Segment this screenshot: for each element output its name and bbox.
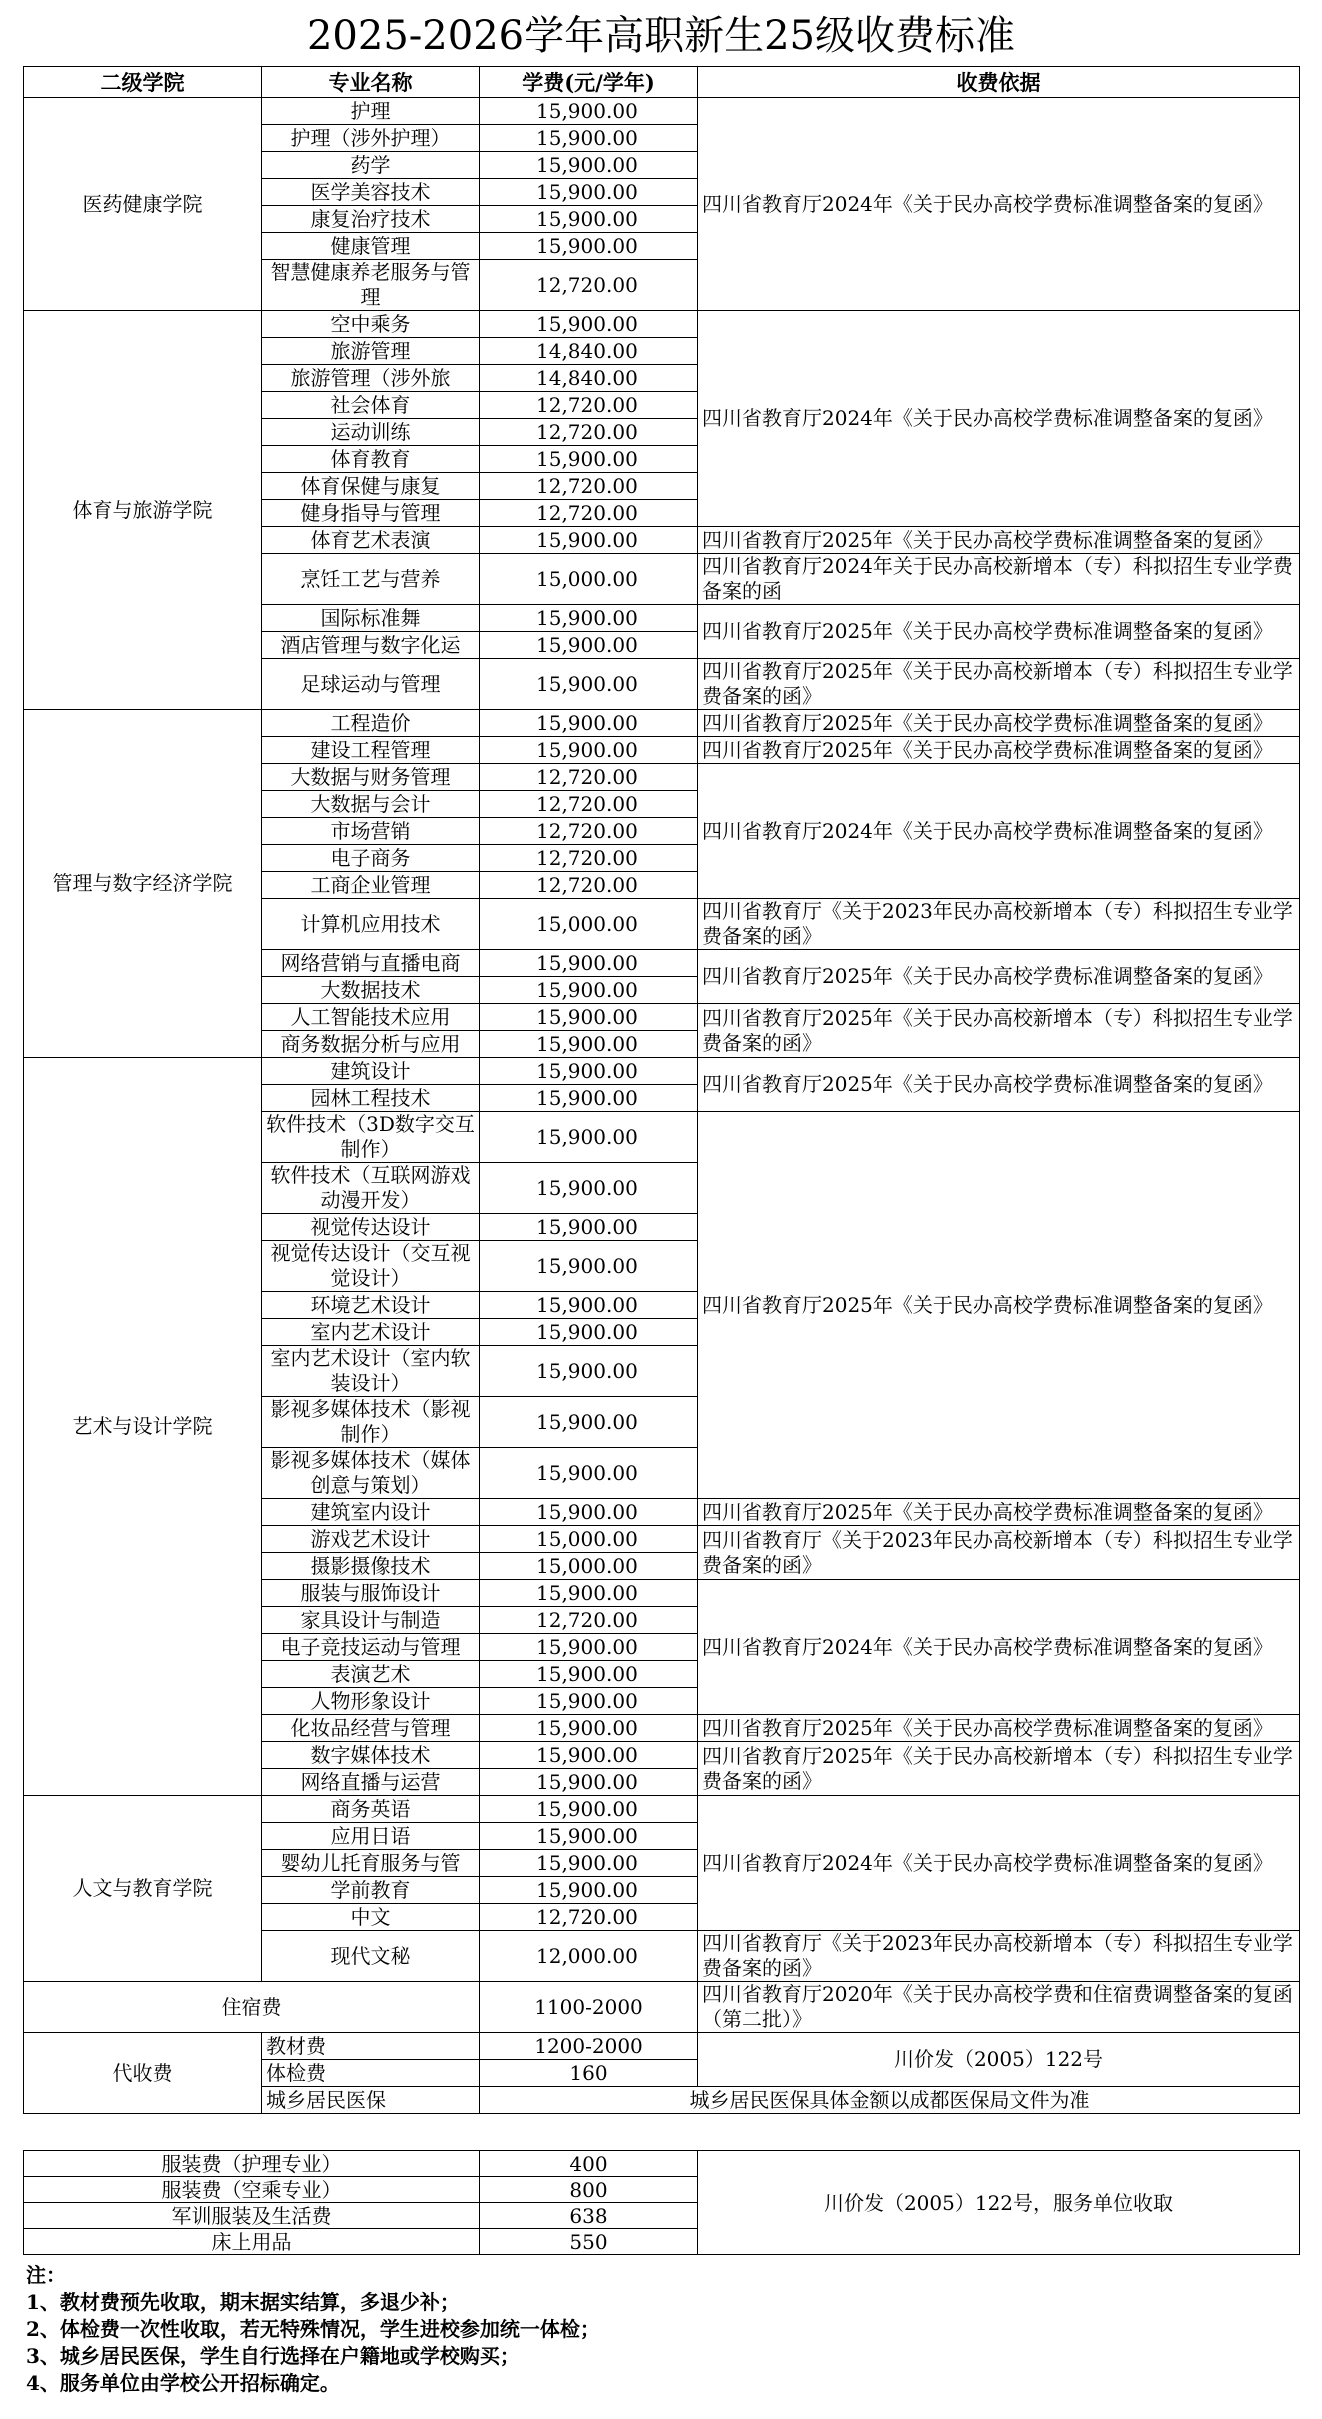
extra-fee-amount: 400 [480, 2151, 698, 2177]
table-row [24, 311, 1300, 338]
major-name: 电子竞技运动与管理 [262, 1634, 480, 1661]
tuition-fee: 12,720.00 [480, 764, 698, 791]
major-name: 建筑设计 [262, 1058, 480, 1085]
major-name: 影视多媒体技术（媒体创意与策划） [262, 1448, 480, 1499]
tuition-fee: 15,900.00 [480, 1346, 698, 1397]
major-name: 视觉传达设计（交互视觉设计） [262, 1241, 480, 1292]
header-major: 专业名称 [262, 67, 480, 98]
extra-fee-amount: 550 [480, 2229, 698, 2255]
tuition-fee: 15,000.00 [480, 1526, 698, 1553]
tuition-fee: 15,000.00 [480, 1553, 698, 1580]
fee-basis: 四川省教育厅2025年《关于民办高校学费标准调整备案的复函》 [698, 1058, 1300, 1112]
extra-fee-name: 服装费（空乘专业） [24, 2177, 480, 2203]
extra-fee-name: 服装费（护理专业） [24, 2151, 480, 2177]
major-name: 足球运动与管理 [262, 659, 480, 710]
tuition-fee: 12,720.00 [480, 260, 698, 311]
tuition-fee: 15,900.00 [480, 1319, 698, 1346]
tuition-fee: 12,000.00 [480, 1931, 698, 1982]
major-name: 健康管理 [262, 233, 480, 260]
table-row [24, 1058, 1300, 1085]
major-name: 医学美容技术 [262, 179, 480, 206]
lodging-row [24, 1982, 1300, 2033]
header-fee: 学费(元/学年) [480, 67, 698, 98]
major-name: 摄影摄像技术 [262, 1553, 480, 1580]
major-name: 康复治疗技术 [262, 206, 480, 233]
major-name: 商务英语 [262, 1796, 480, 1823]
major-name: 人工智能技术应用 [262, 1004, 480, 1031]
extra-fee-row [24, 2151, 1300, 2177]
tuition-fee: 15,900.00 [480, 152, 698, 179]
extra-fee-basis: 川价发（2005）122号，服务单位收取 [698, 2151, 1300, 2255]
agency-item-fee: 1200-2000 [480, 2033, 698, 2060]
major-name: 护理 [262, 98, 480, 125]
note-item: 2、体检费一次性收取，若无特殊情况，学生进校参加统一体检； [26, 2317, 600, 2341]
major-name: 烹饪工艺与营养 [262, 554, 480, 605]
major-name: 健身指导与管理 [262, 500, 480, 527]
major-name: 大数据与财务管理 [262, 764, 480, 791]
tuition-fee: 15,900.00 [480, 737, 698, 764]
major-name: 环境艺术设计 [262, 1292, 480, 1319]
major-name: 工商企业管理 [262, 872, 480, 899]
fee-basis: 四川省教育厅2025年《关于民办高校学费标准调整备案的复函》 [698, 950, 1300, 1004]
tuition-fee: 12,720.00 [480, 845, 698, 872]
tuition-fee: 15,900.00 [480, 950, 698, 977]
major-name: 中文 [262, 1904, 480, 1931]
fee-basis: 四川省教育厅2025年《关于民办高校学费标准调整备案的复函》 [698, 737, 1300, 764]
major-name: 运动训练 [262, 419, 480, 446]
tuition-fee: 15,900.00 [480, 1796, 698, 1823]
extra-fee-table [23, 2150, 1300, 2255]
extra-fee-name: 床上用品 [24, 2229, 480, 2255]
major-name: 工程造价 [262, 710, 480, 737]
tuition-fee: 12,720.00 [480, 392, 698, 419]
fee-basis: 四川省教育厅2024年关于民办高校新增本（专）科拟招生专业学费备案的函 [698, 554, 1300, 605]
tuition-fee: 15,000.00 [480, 899, 698, 950]
fee-basis: 四川省教育厅2024年《关于民办高校学费标准调整备案的复函》 [698, 311, 1300, 527]
tuition-fee: 15,900.00 [480, 1292, 698, 1319]
tuition-fee: 15,900.00 [480, 710, 698, 737]
note-item: 4、服务单位由学校公开招标确定。 [26, 2371, 340, 2395]
tuition-fee: 15,900.00 [480, 446, 698, 473]
tuition-fee: 12,720.00 [480, 1904, 698, 1931]
major-name: 家具设计与制造 [262, 1607, 480, 1634]
fee-basis: 四川省教育厅2024年《关于民办高校学费标准调整备案的复函》 [698, 98, 1300, 311]
tuition-fee: 15,900.00 [480, 206, 698, 233]
college-name: 人文与教育学院 [24, 1796, 262, 1982]
tuition-fee: 14,840.00 [480, 338, 698, 365]
college-name: 体育与旅游学院 [24, 311, 262, 710]
tuition-fee: 15,000.00 [480, 554, 698, 605]
lodging-basis: 四川省教育厅2020年《关于民办高校学费和住宿费调整备案的复函（第二批）》 [698, 1982, 1300, 2033]
extra-fee-amount: 800 [480, 2177, 698, 2203]
tuition-fee: 12,720.00 [480, 818, 698, 845]
major-name: 体育保健与康复 [262, 473, 480, 500]
extra-fee-amount: 638 [480, 2203, 698, 2229]
major-name: 化妆品经营与管理 [262, 1715, 480, 1742]
tuition-fee: 15,900.00 [480, 527, 698, 554]
major-name: 商务数据分析与应用 [262, 1031, 480, 1058]
tuition-fee: 15,900.00 [480, 1877, 698, 1904]
major-name: 国际标准舞 [262, 605, 480, 632]
tuition-fee: 15,900.00 [480, 1397, 698, 1448]
fee-basis: 四川省教育厅《关于2023年民办高校新增本（专）科拟招生专业学费备案的函》 [698, 1931, 1300, 1982]
tuition-fee: 15,900.00 [480, 1769, 698, 1796]
fee-table [23, 66, 1300, 2114]
tuition-fee: 15,900.00 [480, 1448, 698, 1499]
fee-basis: 四川省教育厅2025年《关于民办高校新增本（专）科拟招生专业学费备案的函》 [698, 659, 1300, 710]
major-name: 计算机应用技术 [262, 899, 480, 950]
major-name: 体育艺术表演 [262, 527, 480, 554]
fee-basis: 四川省教育厅2025年《关于民办高校新增本（专）科拟招生专业学费备案的函》 [698, 1004, 1300, 1058]
tuition-fee: 15,900.00 [480, 1742, 698, 1769]
fee-basis: 四川省教育厅2024年《关于民办高校学费标准调整备案的复函》 [698, 1580, 1300, 1715]
major-name: 旅游管理 [262, 338, 480, 365]
major-name: 空中乘务 [262, 311, 480, 338]
table-row [24, 1796, 1300, 1823]
note-item: 3、城乡居民医保，学生自行选择在户籍地或学校购买； [26, 2344, 520, 2368]
tuition-fee: 14,840.00 [480, 365, 698, 392]
major-name: 体育教育 [262, 446, 480, 473]
notes-section [26, 2262, 600, 2397]
agency-row [24, 2033, 1300, 2060]
tuition-fee: 15,900.00 [480, 1580, 698, 1607]
fee-basis: 四川省教育厅《关于2023年民办高校新增本（专）科拟招生专业学费备案的函》 [698, 899, 1300, 950]
major-name: 现代文秘 [262, 1931, 480, 1982]
major-name: 酒店管理与数字化运 [262, 632, 480, 659]
extra-fee-name: 军训服装及生活费 [24, 2203, 480, 2229]
major-name: 社会体育 [262, 392, 480, 419]
notes-heading: 注： [26, 2263, 66, 2287]
agency-basis: 川价发（2005）122号 [698, 2033, 1300, 2087]
fee-basis: 四川省教育厅2025年《关于民办高校学费标准调整备案的复函》 [698, 1112, 1300, 1499]
tuition-fee: 15,900.00 [480, 1058, 698, 1085]
table-header-row [24, 67, 1300, 98]
fee-basis: 四川省教育厅2025年《关于民办高校新增本（专）科拟招生专业学费备案的函》 [698, 1742, 1300, 1796]
college-name: 管理与数字经济学院 [24, 710, 262, 1058]
tuition-fee: 12,720.00 [480, 500, 698, 527]
major-name: 药学 [262, 152, 480, 179]
insurance-note: 城乡居民医保具体金额以成都医保局文件为准 [480, 2087, 1300, 2114]
tuition-fee: 12,720.00 [480, 791, 698, 818]
fee-basis: 四川省教育厅2025年《关于民办高校学费标准调整备案的复函》 [698, 710, 1300, 737]
tuition-fee: 15,900.00 [480, 98, 698, 125]
tuition-fee: 15,900.00 [480, 1499, 698, 1526]
major-name: 园林工程技术 [262, 1085, 480, 1112]
tuition-fee: 15,900.00 [480, 977, 698, 1004]
tuition-fee: 15,900.00 [480, 632, 698, 659]
agency-item-name: 教材费 [262, 2033, 480, 2060]
page-title: 2025-2026学年高职新生25级收费标准 [306, 13, 1015, 59]
fee-basis: 四川省教育厅2025年《关于民办高校学费标准调整备案的复函》 [698, 1715, 1300, 1742]
fee-basis: 四川省教育厅2025年《关于民办高校学费标准调整备案的复函》 [698, 605, 1300, 659]
table-row [24, 710, 1300, 737]
tuition-fee: 15,900.00 [480, 233, 698, 260]
tuition-fee: 15,900.00 [480, 1823, 698, 1850]
tuition-fee: 12,720.00 [480, 1607, 698, 1634]
tuition-fee: 15,900.00 [480, 1163, 698, 1214]
table-row [24, 98, 1300, 125]
lodging-fee: 1100-2000 [480, 1982, 698, 2033]
tuition-fee: 15,900.00 [480, 1241, 698, 1292]
major-name: 护理（涉外护理） [262, 125, 480, 152]
tuition-fee: 15,900.00 [480, 1661, 698, 1688]
agency-label: 代收费 [24, 2033, 262, 2114]
major-name: 表演艺术 [262, 1661, 480, 1688]
major-name: 大数据技术 [262, 977, 480, 1004]
major-name: 数字媒体技术 [262, 1742, 480, 1769]
major-name: 影视多媒体技术（影视制作） [262, 1397, 480, 1448]
major-name: 旅游管理（涉外旅 [262, 365, 480, 392]
major-name: 软件技术（互联网游戏动漫开发） [262, 1163, 480, 1214]
agency-item-name: 城乡居民医保 [262, 2087, 480, 2114]
major-name: 建筑室内设计 [262, 1499, 480, 1526]
major-name: 应用日语 [262, 1823, 480, 1850]
college-name: 医药健康学院 [24, 98, 262, 311]
fee-basis: 四川省教育厅《关于2023年民办高校新增本（专）科拟招生专业学费备案的函》 [698, 1526, 1300, 1580]
major-name: 婴幼儿托育服务与管 [262, 1850, 480, 1877]
agency-item-fee: 160 [480, 2060, 698, 2087]
lodging-label: 住宿费 [24, 1982, 480, 2033]
header-college: 二级学院 [24, 67, 262, 98]
fee-basis: 四川省教育厅2025年《关于民办高校学费标准调整备案的复函》 [698, 527, 1300, 554]
tuition-fee: 15,900.00 [480, 1688, 698, 1715]
header-basis: 收费依据 [698, 67, 1300, 98]
tuition-fee: 15,900.00 [480, 1085, 698, 1112]
tuition-fee: 12,720.00 [480, 872, 698, 899]
tuition-fee: 15,900.00 [480, 1004, 698, 1031]
major-name: 电子商务 [262, 845, 480, 872]
tuition-fee: 15,900.00 [480, 605, 698, 632]
major-name: 智慧健康养老服务与管理 [262, 260, 480, 311]
major-name: 市场营销 [262, 818, 480, 845]
tuition-fee: 15,900.00 [480, 1634, 698, 1661]
major-name: 人物形象设计 [262, 1688, 480, 1715]
tuition-fee: 12,720.00 [480, 419, 698, 446]
tuition-fee: 15,900.00 [480, 311, 698, 338]
major-name: 视觉传达设计 [262, 1214, 480, 1241]
major-name: 室内艺术设计（室内软装设计） [262, 1346, 480, 1397]
tuition-fee: 15,900.00 [480, 659, 698, 710]
fee-basis: 四川省教育厅2024年《关于民办高校学费标准调整备案的复函》 [698, 764, 1300, 899]
major-name: 学前教育 [262, 1877, 480, 1904]
tuition-fee: 15,900.00 [480, 1715, 698, 1742]
major-name: 软件技术（3D数字交互制作） [262, 1112, 480, 1163]
college-name: 艺术与设计学院 [24, 1058, 262, 1796]
tuition-fee: 15,900.00 [480, 125, 698, 152]
major-name: 网络直播与运营 [262, 1769, 480, 1796]
tuition-fee: 15,900.00 [480, 1112, 698, 1163]
major-name: 大数据与会计 [262, 791, 480, 818]
major-name: 室内艺术设计 [262, 1319, 480, 1346]
tuition-fee: 15,900.00 [480, 1214, 698, 1241]
tuition-fee: 15,900.00 [480, 179, 698, 206]
fee-basis: 四川省教育厅2025年《关于民办高校学费标准调整备案的复函》 [698, 1499, 1300, 1526]
tuition-fee: 15,900.00 [480, 1031, 698, 1058]
agency-item-name: 体检费 [262, 2060, 480, 2087]
note-item: 1、教材费预先收取，期末据实结算，多退少补； [26, 2290, 460, 2314]
tuition-fee: 12,720.00 [480, 473, 698, 500]
fee-basis: 四川省教育厅2024年《关于民办高校学费标准调整备案的复函》 [698, 1796, 1300, 1931]
major-name: 网络营销与直播电商 [262, 950, 480, 977]
major-name: 建设工程管理 [262, 737, 480, 764]
major-name: 服装与服饰设计 [262, 1580, 480, 1607]
tuition-fee: 15,900.00 [480, 1850, 698, 1877]
major-name: 游戏艺术设计 [262, 1526, 480, 1553]
